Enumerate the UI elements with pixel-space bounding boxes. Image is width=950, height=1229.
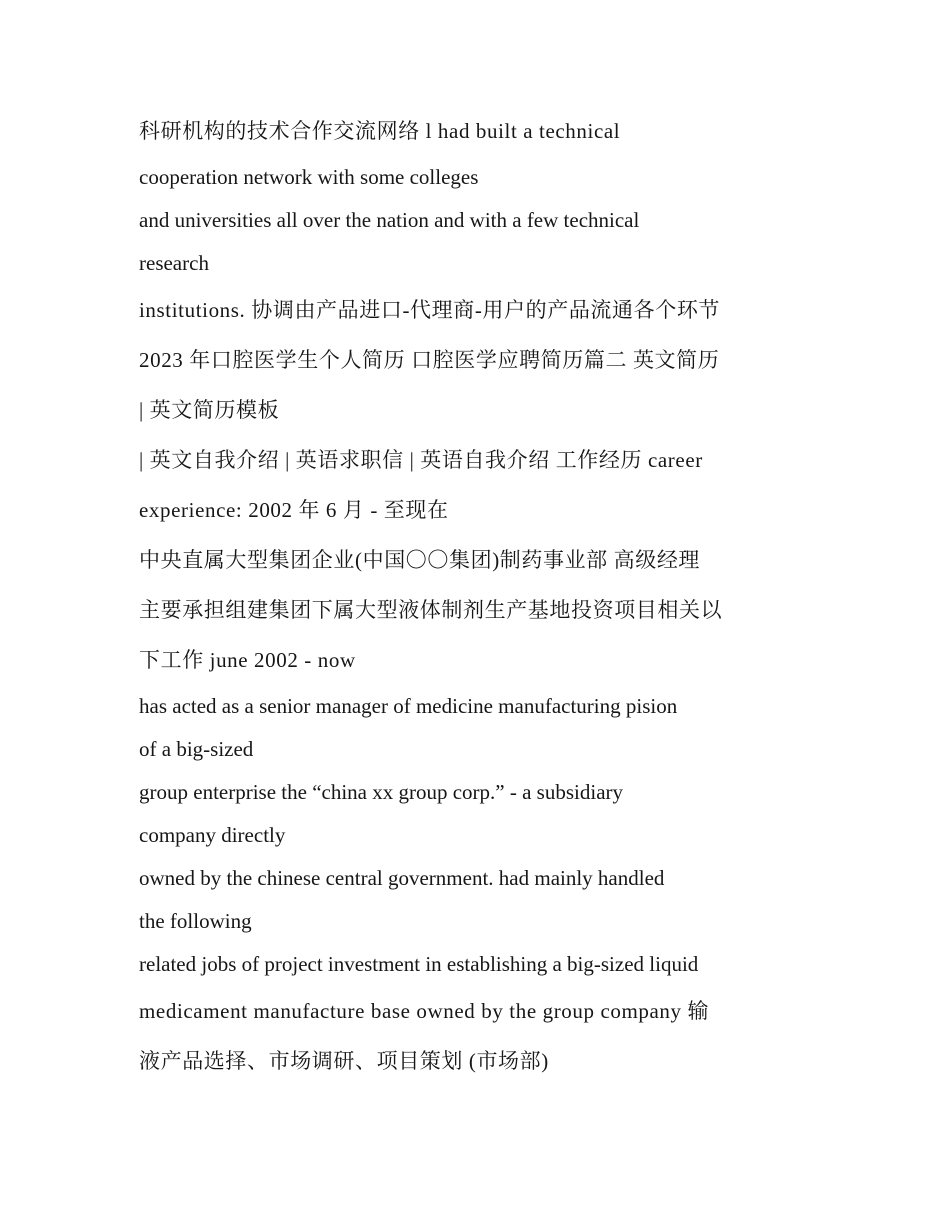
text-line: | 英文自我介绍 | 英语求职信 | 英语自我介绍 工作经历 career (139, 448, 703, 472)
text-line: | 英文简历模板 (139, 398, 280, 422)
text-line: has acted as a senior manager of medicine manufacturing pision (139, 694, 678, 718)
text-line: the following (139, 909, 252, 933)
text-line: 主要承担组建集团下属大型液体制剂生产基地投资项目相关以 (139, 598, 723, 622)
text-line: experience: 2002 年 6 月 - 至现在 (139, 498, 449, 522)
text-line: medicament manufacture base owned by the group company 输 (139, 999, 710, 1023)
text-line: company directly (139, 823, 286, 847)
text-line: related jobs of project investment in establishing a big-sized liquid (139, 952, 699, 976)
text-line: institutions. 协调由产品进口-代理商-用户的产品流通各个环节 (139, 298, 721, 322)
text-line: research (139, 251, 209, 275)
text-line: cooperation network with some colleges (139, 165, 479, 189)
text-line: and universities all over the nation and with a few technical (139, 208, 640, 232)
text-line: 2023 年口腔医学生个人简历 口腔医学应聘简历篇二 英文简历 (139, 348, 720, 372)
document-text-block (139, 106, 819, 1086)
text-line: group enterprise the “china xx group corp.” - a subsidiary (139, 780, 624, 804)
text-line: 科研机构的技术合作交流网络 l had built a technical (139, 119, 621, 143)
text-line: owned by the chinese central government. had mainly handled (139, 866, 665, 890)
text-line: 液产品选择、市场调研、项目策划 (市场部) (139, 1049, 549, 1073)
text-line: 下工作 june 2002 - now (139, 648, 356, 672)
text-line: of a big-sized (139, 737, 254, 761)
text-line: 中央直属大型集团企业(中国〇〇集团)制药事业部 高级经理 (139, 548, 701, 572)
